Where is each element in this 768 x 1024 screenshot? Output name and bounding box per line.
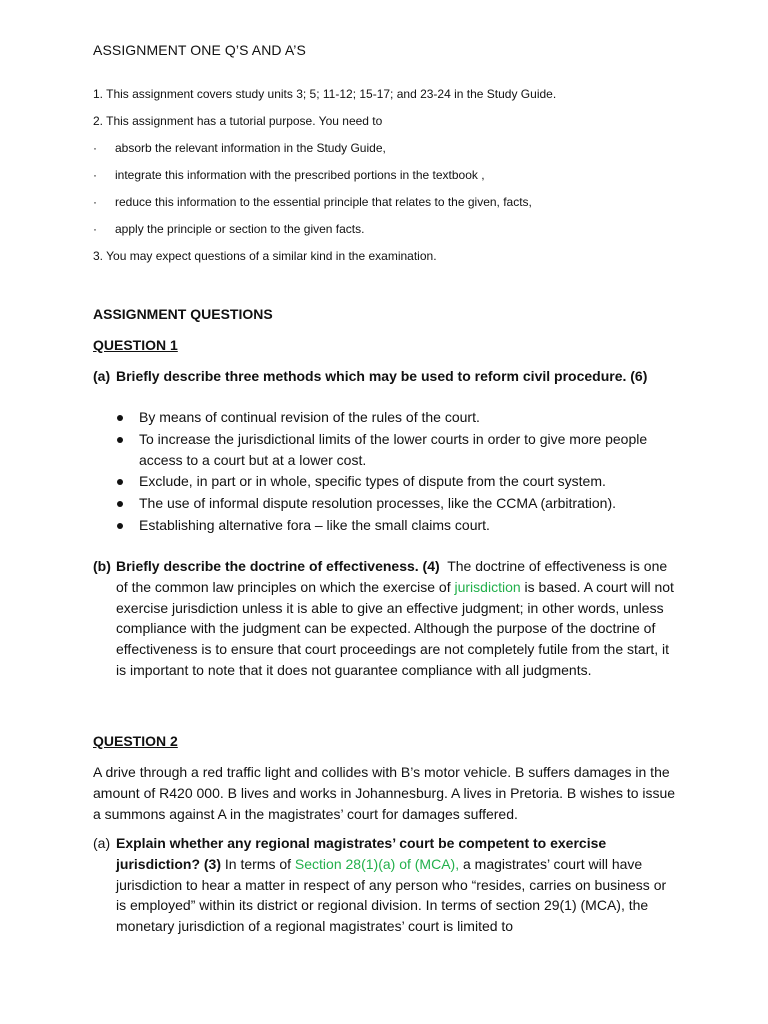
list-item <box>93 515 683 536</box>
answer-text: The doctrine of effectiveness is one of the common law principles on which the exercise of <box>116 558 668 595</box>
list-item <box>93 407 683 428</box>
answer-text: a magistrates’ court will have jurisdiction to hear a matter in respect of any person who “resides, carries on business or is employed” within its district or regional division. In terms of section 29(1) (MCA), the monetary jurisdiction of a regional magistrates’ court is limited to <box>116 855 667 935</box>
bullet-marker: · <box>93 195 97 209</box>
question-text: Briefly describe the doctrine of effectiveness. (4) <box>116 558 440 574</box>
section-heading: ASSIGNMENT QUESTIONS <box>93 306 273 322</box>
list-item-text: By means of continual revision of the rules of the court. <box>139 409 480 425</box>
intro-bullet-text: absorb the relevant information in the Study Guide, <box>115 141 386 155</box>
bullet-marker: · <box>93 141 97 155</box>
intro-bullet-text: integrate this information with the prescribed portions in the textbook , <box>115 168 485 182</box>
question-2a-body <box>116 833 676 937</box>
question-1a <box>93 366 683 388</box>
question-1b-body <box>116 556 676 681</box>
intro-line-2: 2. This assignment has a tutorial purpose. You need to <box>93 114 383 128</box>
question-label: (b) <box>93 558 111 574</box>
document-title: ASSIGNMENT ONE Q’S AND A’S <box>93 42 306 58</box>
answer-list <box>93 407 683 537</box>
bullet-marker: · <box>93 168 97 182</box>
intro-line-3: 3. You may expect questions of a similar kind in the examination. <box>93 249 437 263</box>
question-2-heading: QUESTION 2 <box>93 733 178 749</box>
question-text: Explain whether any regional magistrates’ court be competent to exercise jurisdiction? (3) <box>116 835 607 872</box>
question-label: (a) <box>93 368 111 384</box>
bullet-marker: · <box>93 222 97 236</box>
question-label: (a) <box>93 835 111 851</box>
answer-text: In terms of <box>224 855 292 872</box>
list-item <box>93 429 683 471</box>
intro-bullet-text: reduce this information to the essential principle that relates to the given, facts, <box>115 195 532 209</box>
list-item-text: Exclude, in part or in whole, specific types of dispute from the court system. <box>139 473 606 490</box>
section-28-link[interactable]: Section 28(1)(a) of (MCA), <box>294 855 460 872</box>
question-2-facts: A drive through a red traffic light and collides with B’s motor vehicle. B suffers damages in the amount of R420 000. B lives and works in Johannesburg. A lives in Pretoria. B wishes to issue a summons against A in the magistrates’ court for damages suffered. <box>93 764 676 822</box>
answer-text: is based. A court will not exercise jurisdiction unless it is able to give an effective judgment; in other words, unless compliance with the judgment can be expected. Although the purpose of the doctrine of effectiveness is to ensure that court proceedings are not completely futile from the start, it is important to note that it does not guarantee compliance with all judgments. <box>116 578 674 678</box>
bullet-dot <box>117 501 123 507</box>
intro-line-1: 1. This assignment covers study units 3; 5; 11-12; 15-17; and 23-24 in the Study Guide. <box>93 87 557 101</box>
question-1b <box>93 556 683 706</box>
list-item <box>93 471 683 492</box>
list-item-text: The use of informal dispute resolution processes, like the CCMA (arbitration). <box>139 495 616 512</box>
bullet-dot <box>117 415 123 421</box>
jurisdiction-link[interactable]: jurisdiction <box>454 578 521 595</box>
bullet-dot <box>117 437 123 443</box>
list-item-text: To increase the jurisdictional limits of the lower courts in order to give more people access to a court but at a lower cost. <box>139 430 648 468</box>
intro-bullet-text: apply the principle or section to the given facts. <box>115 222 365 236</box>
bullet-dot <box>117 479 123 485</box>
list-item-text: Establishing alternative fora – like the small claims court. <box>139 516 490 533</box>
bullet-dot <box>117 523 123 529</box>
list-item <box>93 493 683 514</box>
question-1-heading: QUESTION 1 <box>93 337 178 353</box>
question-text: Briefly describe three methods which may be used to reform civil procedure. (6) <box>116 368 648 384</box>
question-2a <box>93 833 683 943</box>
